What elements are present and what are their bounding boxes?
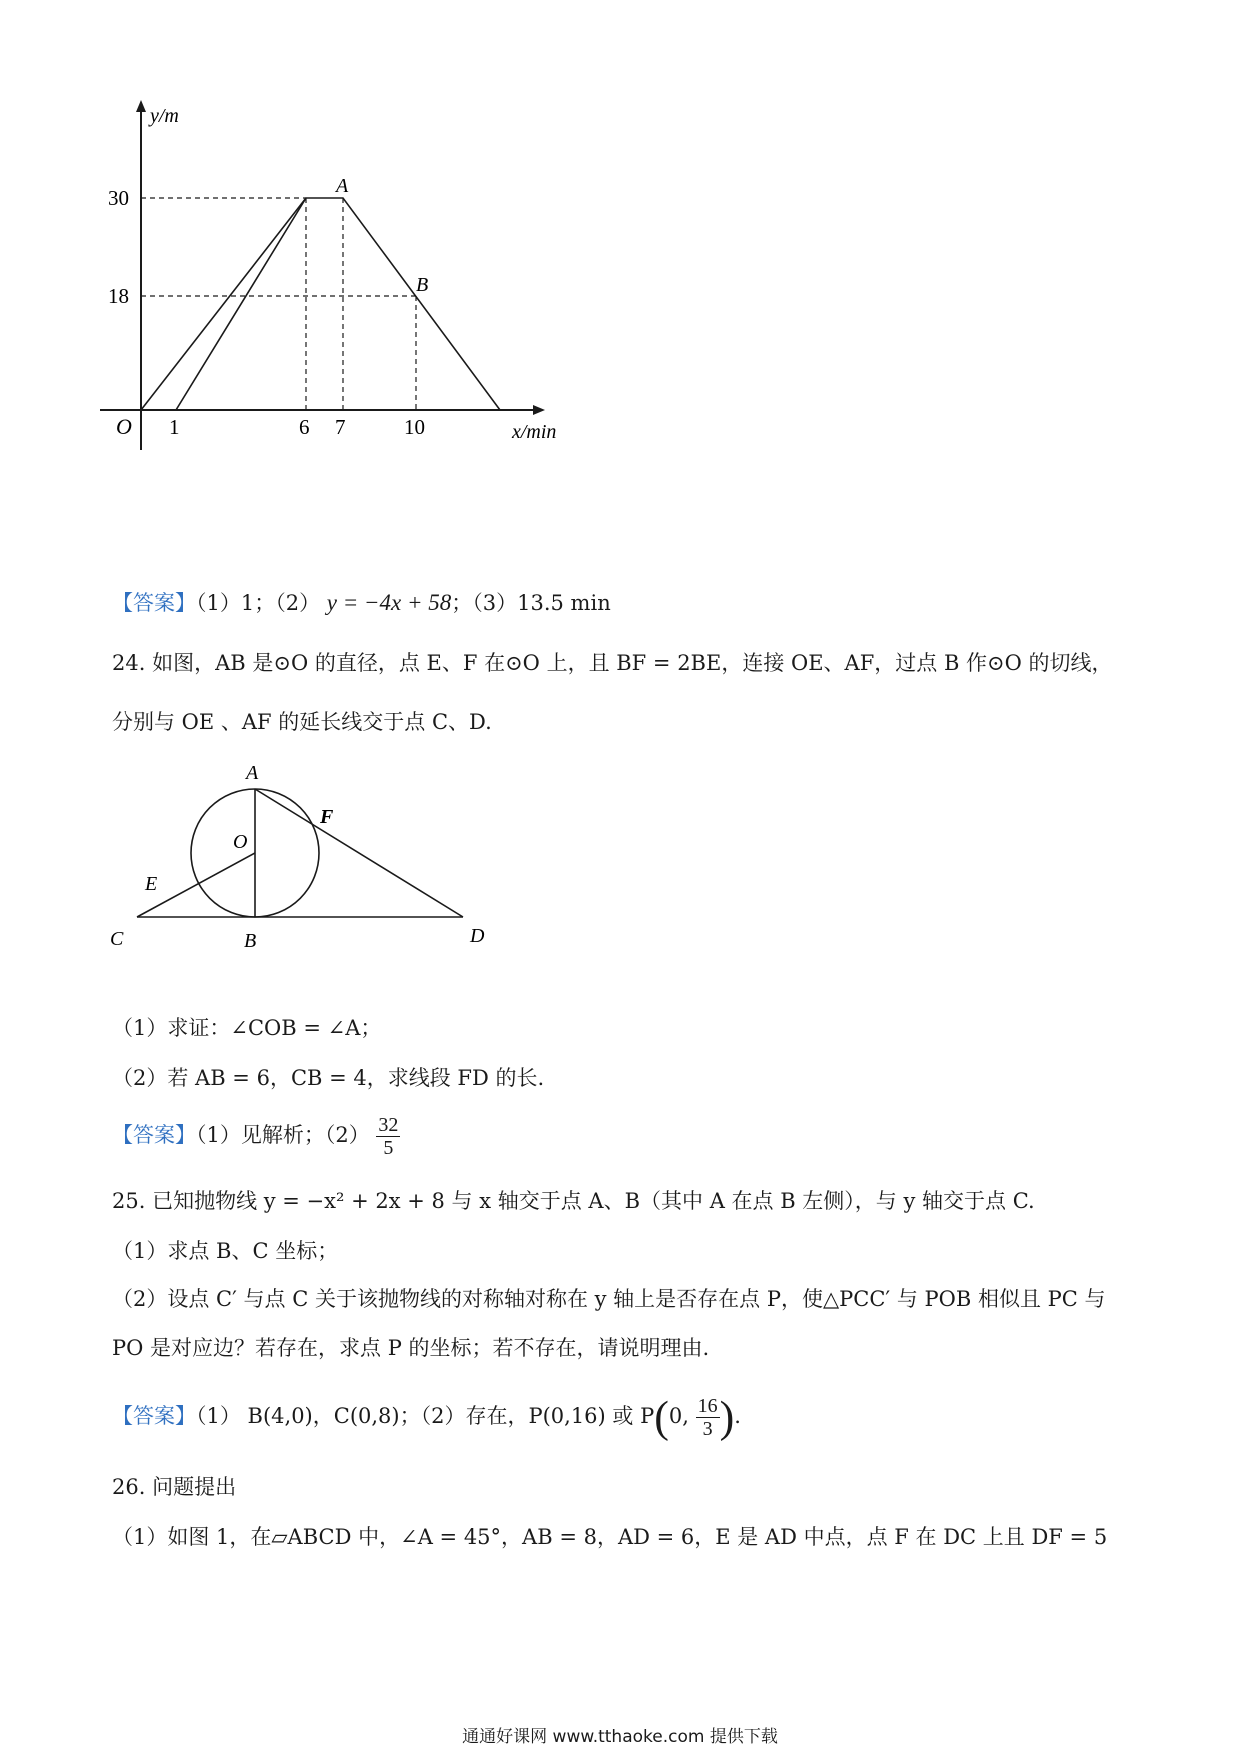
- answer-tag: 【答案】: [112, 591, 196, 615]
- x-tick-6: 6: [299, 415, 310, 439]
- y-tick-18: 18: [108, 284, 129, 308]
- q25-sub2-line2: PO 是对应边？若存在，求点 P 的坐标；若不存在，请说明理由.: [112, 1336, 710, 1360]
- origin-label: O: [116, 414, 132, 439]
- circle-tangent-figure: [100, 755, 500, 975]
- label-f: F: [320, 806, 334, 828]
- x-tick-7: 7: [335, 415, 346, 439]
- right-paren: ): [719, 1392, 735, 1442]
- fraction-numerator: 32: [378, 1114, 399, 1136]
- q25-answer: [112, 1388, 741, 1444]
- fraction-denominator: 3: [702, 1418, 713, 1440]
- answer-text: （1） B(4,0)，C(0,8)；（2）存在，P(0,16) 或 P: [196, 1404, 655, 1428]
- q26-line1: （1）如图 1，在▱ABCD 中，∠A = 45°，AB = 8，AD = 6，E 是 AD 中点，点 F 在 DC 上且 DF = 5: [112, 1525, 1108, 1549]
- path-line-2: [176, 198, 500, 410]
- answer-end: .: [734, 1404, 741, 1428]
- path-line-1: [141, 198, 306, 410]
- q25-sub1: （1）求点 B、C 坐标；: [112, 1239, 339, 1263]
- label-e: E: [145, 873, 158, 895]
- answer-fraction: [376, 1114, 400, 1159]
- q24-stem-line2: 分别与 OE 、AF 的延长线交于点 C、D.: [112, 710, 492, 734]
- answer-expression: y = −4x + 58: [326, 590, 452, 615]
- x-tick-10: 10: [404, 415, 425, 439]
- label-d: D: [470, 925, 485, 947]
- q26-title: 26. 问题提出: [112, 1475, 237, 1499]
- q24-sub2: （2）若 AB = 6，CB = 4，求线段 FD 的长.: [112, 1066, 545, 1090]
- q24-answer: [112, 1110, 400, 1160]
- x-axis-arrow: [533, 405, 545, 415]
- y-axis-label: y/m: [150, 105, 179, 127]
- label-c: C: [110, 928, 124, 950]
- point-b-label: B: [416, 274, 429, 296]
- distance-time-graph: [100, 100, 580, 500]
- line-ad: [255, 789, 463, 917]
- q24-stem-line1: 24. 如图，AB 是⊙O 的直径，点 E、F 在⊙O 上，且 BF = 2BE，连接 OE、AF，过点 B 作⊙O 的切线，: [112, 651, 1113, 675]
- fraction-denominator: 5: [383, 1137, 394, 1159]
- answer-fraction: [696, 1395, 720, 1440]
- point-a-label: A: [336, 175, 349, 197]
- y-tick-30: 30: [108, 186, 129, 210]
- left-paren: (: [654, 1392, 669, 1442]
- y-axis-arrow: [136, 100, 146, 112]
- answer-part3: ；（3）13.5 min: [451, 591, 611, 615]
- x-tick-1: 1: [169, 415, 180, 439]
- x-axis-label: x/min: [512, 421, 557, 443]
- q25-stem: 25. 已知抛物线 y = −x² + 2x + 8 与 x 轴交于点 A、B（其中 A 在点 B 左侧），与 y 轴交于点 C.: [112, 1189, 1035, 1213]
- fraction-numerator: 16: [697, 1395, 718, 1417]
- answer-tag: 【答案】: [112, 1123, 196, 1147]
- q23-answer: [112, 588, 611, 618]
- answer-coord: 0,: [668, 1404, 689, 1428]
- label-b: B: [244, 930, 257, 952]
- label-a: A: [246, 762, 259, 784]
- label-o: O: [233, 831, 248, 853]
- q24-sub1: （1）求证：∠COB = ∠A；: [112, 1016, 382, 1040]
- answer-text: （1）见解析；（2）: [196, 1123, 370, 1147]
- answer-tag: 【答案】: [112, 1404, 196, 1428]
- page-footer: 通通好课网 www.tthaoke.com 提供下载: [462, 1727, 778, 1747]
- q25-sub2-line1: （2）设点 C′ 与点 C 关于该抛物线的对称轴对称在 y 轴上是否存在点 P，使△PCC′ 与 POB 相似且 PC 与: [112, 1287, 1106, 1311]
- answer-part1: （1）1；（2）: [196, 591, 321, 615]
